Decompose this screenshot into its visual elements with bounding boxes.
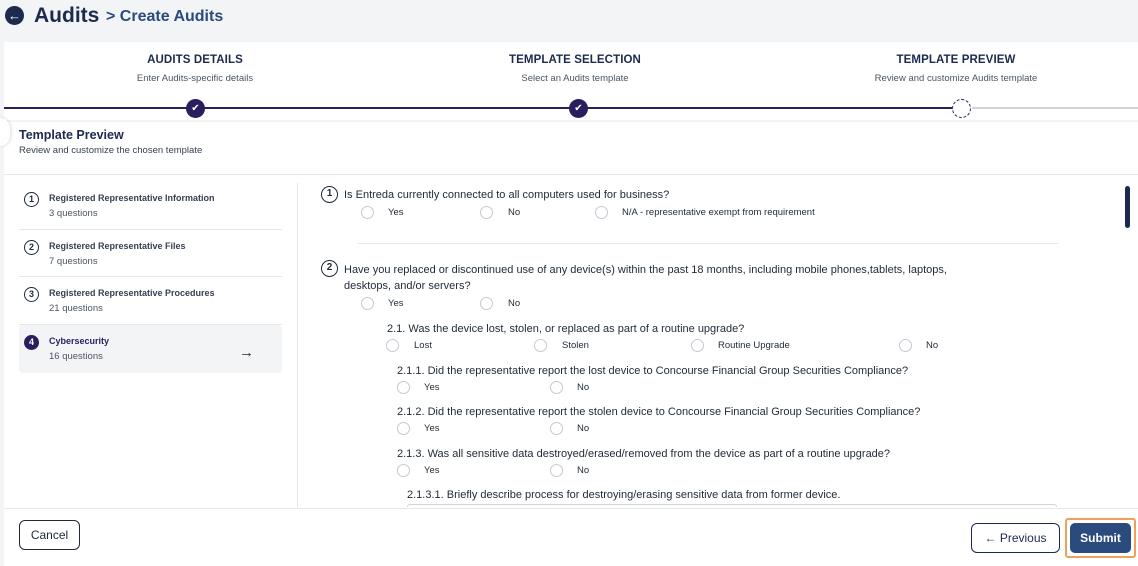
option-label: Stolen <box>562 340 589 351</box>
radio-button[interactable] <box>480 206 493 219</box>
option-label: No <box>577 382 590 393</box>
progress-stepper <box>4 42 1138 120</box>
section-number: 4 <box>24 335 39 350</box>
section-count: 7 questions <box>49 255 98 267</box>
radio-button[interactable] <box>691 339 704 352</box>
section-list <box>19 182 282 373</box>
section-title: Registered Representative Information <box>49 193 215 203</box>
submit-highlight <box>1065 518 1136 558</box>
radio-button[interactable] <box>480 297 493 310</box>
section-count: 16 questions <box>49 350 103 362</box>
radio-button[interactable] <box>361 297 374 310</box>
answer-textarea[interactable] <box>407 504 1057 507</box>
arrow-right-icon[interactable]: → <box>239 343 254 361</box>
question-text: 2.1.2. Did the representative report the stolen device to Concourse Financial Group Securities Compliance? <box>397 406 921 418</box>
radio-button[interactable] <box>550 422 563 435</box>
section-count: 21 questions <box>49 303 103 314</box>
radio-button[interactable] <box>397 422 410 435</box>
option-label: N/A - representative exempt from requirement <box>622 207 815 218</box>
radio-button[interactable] <box>397 464 410 477</box>
footer-bar <box>4 508 1138 566</box>
radio-button[interactable] <box>899 339 912 352</box>
arrow-left-icon: ← <box>984 531 997 545</box>
section-item[interactable] <box>19 277 282 325</box>
previous-label: Previous <box>999 531 1047 545</box>
step-title: AUDITS DETAILS <box>147 54 243 66</box>
question-text: 2.1.3. Was all sensitive data destroyed/erased/removed from the device as part of a routine upgrade? <box>397 448 891 460</box>
progress-line-pending <box>972 107 1138 109</box>
option-label: No <box>926 340 939 351</box>
option-label: Lost <box>414 340 432 351</box>
section-item[interactable] <box>19 230 282 278</box>
breadcrumb: > Create Audits <box>106 8 224 25</box>
section-title: Registered Representative Files <box>49 240 186 251</box>
step-template-selection[interactable] <box>425 54 725 84</box>
previous-button[interactable] <box>971 523 1060 553</box>
option-label: No <box>577 423 590 434</box>
radio-button[interactable] <box>386 339 399 352</box>
dashed-circle-icon <box>952 99 971 118</box>
question-list <box>298 176 1132 507</box>
radio-button[interactable] <box>550 464 563 477</box>
step-title: TEMPLATE SELECTION <box>509 54 641 66</box>
panel-subtitle: Review and customize the chosen template <box>19 145 203 156</box>
page-title: Audits <box>34 4 100 27</box>
option-label: Yes <box>388 207 404 218</box>
question-text: 2.1.3.1. Briefly describe process for destroying/erasing sensitive data from former device. <box>407 489 841 501</box>
radio-button[interactable] <box>595 206 608 219</box>
section-number: 2 <box>24 240 39 255</box>
radio-button[interactable] <box>550 381 563 394</box>
step-audits-details[interactable] <box>45 54 345 84</box>
divider <box>4 174 1138 175</box>
question-text: Is Entreda currently connected to all computers used for business? <box>344 189 670 201</box>
scrollbar-thumb[interactable] <box>1125 186 1130 228</box>
radio-button[interactable] <box>534 339 547 352</box>
option-label: Yes <box>424 423 440 434</box>
question-number: 2 <box>321 260 338 277</box>
radio-button[interactable] <box>361 206 374 219</box>
question-text: 2.1.1. Did the representative report the lost device to Concourse Financial Group Securities Compliance? <box>397 365 909 377</box>
step-subtitle: Review and customize Audits template <box>874 73 1038 84</box>
question-text: desktops, and/or servers? <box>344 280 471 292</box>
check-icon: ✔ <box>186 99 205 118</box>
section-item-active[interactable] <box>19 325 282 373</box>
step-title: TEMPLATE PREVIEW <box>896 54 1016 66</box>
question-text: Have you replaced or discontinued use of any device(s) within the past 18 months, including mobile phones,tablets, laptops, <box>344 264 947 276</box>
option-label: No <box>508 298 521 309</box>
option-label: Yes <box>424 465 440 476</box>
question-number: 1 <box>321 186 338 203</box>
step-subtitle: Enter Audits-specific details <box>136 73 254 84</box>
check-icon: ✔ <box>569 99 588 118</box>
step-template-preview[interactable] <box>806 54 1106 84</box>
section-item[interactable] <box>19 182 282 230</box>
option-label: No <box>577 465 590 476</box>
submit-button[interactable]: Submit <box>1070 523 1131 553</box>
section-number: 1 <box>24 192 39 207</box>
option-label: Yes <box>424 382 440 393</box>
cancel-button[interactable]: Cancel <box>19 520 80 550</box>
section-title: Cybersecurity <box>49 335 110 346</box>
section-title: Registered Representative Procedures <box>49 288 215 298</box>
option-label: No <box>508 207 521 218</box>
back-arrow-icon[interactable]: ← <box>5 6 24 25</box>
progress-line-complete <box>4 107 954 109</box>
question-text: 2.1. Was the device lost, stolen, or replaced as part of a routine upgrade? <box>387 323 745 335</box>
top-bar <box>0 0 1138 40</box>
option-label: Yes <box>388 298 404 309</box>
section-count: 3 questions <box>49 208 98 219</box>
section-number: 3 <box>24 287 39 302</box>
step-subtitle: Select an Audits template <box>521 73 629 84</box>
template-preview-panel <box>4 122 1138 566</box>
radio-button[interactable] <box>397 381 410 394</box>
option-label: Routine Upgrade <box>718 340 790 351</box>
panel-title: Template Preview <box>19 128 124 142</box>
question-separator <box>358 243 1058 244</box>
